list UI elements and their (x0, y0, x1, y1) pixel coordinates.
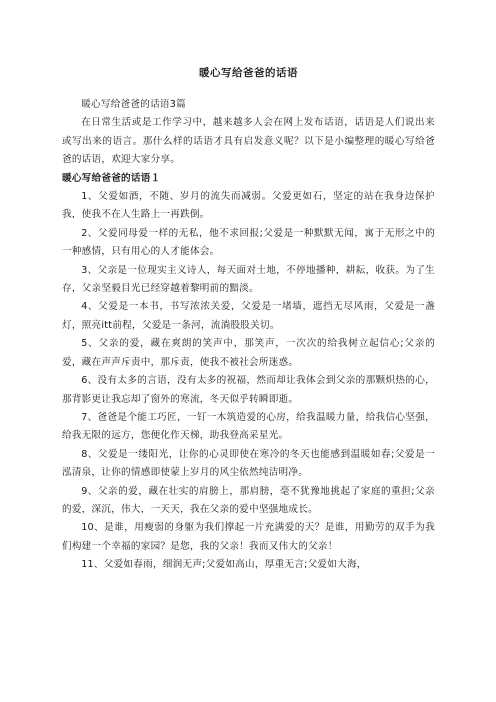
document-page (62, 66, 435, 575)
body-paragraph: 5、父亲的爱，藏在爽朗的笑声中，那笑声，一次次的给我树立起信心;父亲的爱，藏在声声斥责中，那斥责，使我不被社会所迷惑。 (62, 338, 435, 368)
intro-paragraph: 在日常生活或是工作学习中，越来越多人会在网上发布话语，话语是人们说出来或写出来的语言。那什么样的话语才具有启发意义呢？以下是小编整理的暖心写给爸爸的话语，欢迎大家分享。 (62, 117, 435, 166)
body-paragraph: 4、父爱是一本书，书写浓浓关爱，父爱是一堵墙，遮挡无尽风雨，父爱是一盏灯，照亮itt前程，父爱是一条河，流淌股股关切。 (62, 301, 435, 331)
body-paragraph: 2、父爱同母爱一样的无私，他不求回报;父爱是一种默默无闻，寓于无形之中的一种感情，只有用心的人才能体会。 (62, 227, 435, 258)
body-paragraph: 7、爸爸是个能工巧匠，一钉一木筑造爱的心房，给我温暖力量，给我信心坚强，给我无限的远方，您便化作天梯，助我登高采星光。 (62, 411, 435, 442)
section-heading: 暖心写给爸爸的话语１ (62, 172, 161, 184)
body-paragraph: 9、父亲的爱，藏在壮实的肩膀上，那肩膀，毫不犹豫地挑起了家庭的重担;父亲的爱，深沉，伟大，一天天，我在父亲的爱中坚强地成长。 (62, 485, 435, 515)
document-subtitle: 暖心写给爸爸的话语3篇 (81, 99, 186, 110)
body-paragraph: 11、父爱如春雨，细润无声;父爱如高山，厚重无言;父爱如大海， (81, 559, 367, 571)
body-paragraph: 1、父爱如酒，不随、岁月的流失而减弱。父爱更如石，坚定的站在我身边保护我，使我不在人生路上一再跌倒。 (62, 191, 435, 221)
document-title: 暖心写给爸爸的话语 (199, 67, 298, 79)
body-paragraph: 6、没有太多的言语，没有太多的祝福，然而却让我体会到父亲的那颗炽热的心，那背影更让我忘却了窗外的寒流，冬天似乎转瞬即逝。 (62, 375, 435, 405)
body-paragraph: 10、是谁，用瘦弱的身躯为我们撑起一片充满爱的天？是谁，用勤劳的双手为我们构建一个幸福的家园？是您，我的父亲！我而又伟大的父亲！ (62, 522, 435, 552)
body-paragraph: 8、父爱是一缕阳光，让你的心灵即使在寒冷的冬天也能感到温暖如春;父爱是一泓清泉，让你的情感即使蒙上岁月的风尘依然纯洁明净。 (62, 448, 435, 479)
body-paragraph: 3、父亲是一位现实主义诗人，每天面对土地，不停地播种，耕耘，收获。为了生存，父亲坚毅目光已经穿越着黎明前的黯淡。 (62, 264, 435, 295)
